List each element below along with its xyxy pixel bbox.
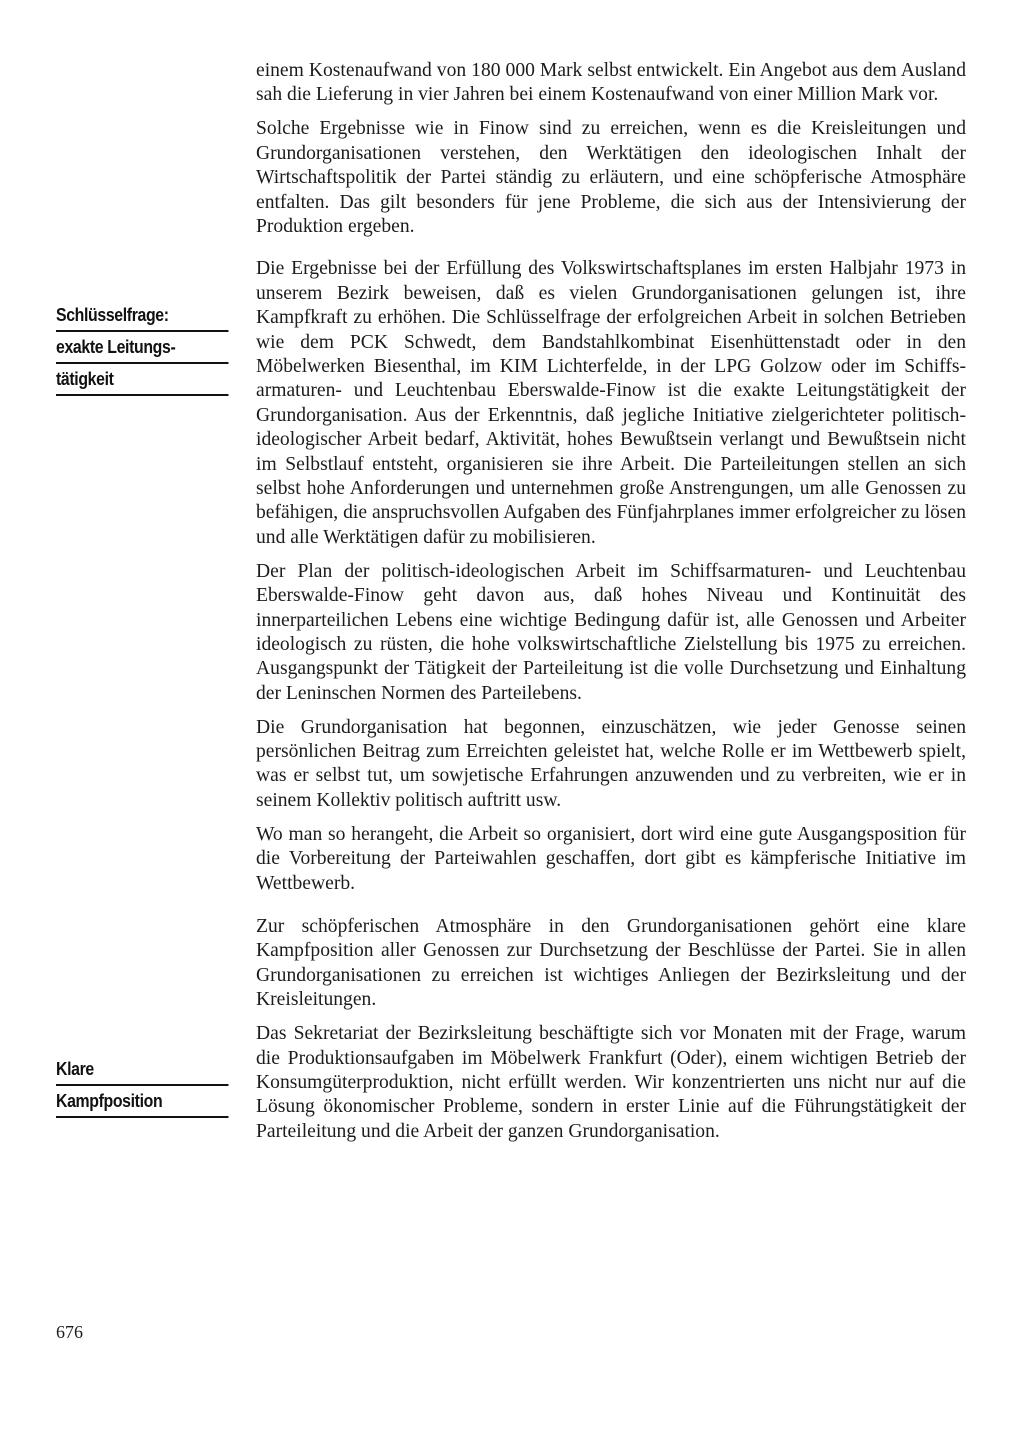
sidenote-line: Klare (56, 1054, 228, 1086)
paragraph-5: Die Grundorganisation hat begonnen, einzuschätzen, wie jeder Genosse seinen persönlichen Beitrag zum Erreichten geleistet hat, welche Rolle er im Wettbewerb spielt, was er selbst tut, um sowjetische Erfahrungen anzuwenden und zu verbreiten, wie er in seinem Kollektiv politisch auftritt usw. (256, 716, 966, 811)
sidenote-line: Schlüsselfrage: (56, 300, 228, 332)
sidenote-line: tätigkeit (56, 364, 228, 396)
paragraph-8: Das Sekretariat der Bezirksleitung beschäftigte sich vor Monaten mit der Frage, warum die Produktionsaufgaben im Möbelwerk Frankfurt (Oder), einem wichtigen Betrieb der Konsumgüterproduktion, nicht erfüllt werden. Wir konzentrierten uns nicht nur auf die Lösung ökonomischer Probleme, sondern in erster Linie auf die Führungstätigkeit der Parteileitung und die Arbeit der ganzen Grundorganisation. (256, 1023, 966, 1142)
paragraph-4: Der Plan der politisch-ideologischen Arbeit im Schiffsarmaturen- und Leuchtenbau Eberswalde-Finow geht davon aus, daß hohes Niveau und Kontinuität des innerparteilichen Lebens eine wichtige Bedingung dafür ist, alle Genossen und Arbeiter ideologisch zu rüsten, die hohe volkswirtschaftliche Zielstellung bis 1975 zu erreichen. Ausgangspunkt der Tätigkeit der Parteileitung ist die volle Durchsetzung und Einhaltung der Leninschen Normen des Parteilebens. (256, 560, 966, 704)
sidenote-line: exakte Leitungs- (56, 332, 228, 364)
sidenote-line: Kampfposition (56, 1086, 228, 1118)
paragraph-1: einem Kostenaufwand von 180 000 Mark selbst entwickelt. Ein Angebot aus dem Ausland sah die Lieferung in vier Jahren bei einem Kostenaufwand von einer Million Mark vor. (256, 60, 966, 106)
paragraph-2: Solche Ergebnisse wie in Finow sind zu erreichen, wenn es die Kreisleitungen und Grundorganisationen verstehen, den Werktätigen den ideologischen Inhalt der Wirtschaftspolitik der Partei ständig zu erläutern, und eine schöpferische Atmosphäre entfalten. Das gilt besonders für jene Probleme, die sich aus der Intensivierung der Produktion ergeben. (256, 118, 966, 237)
body-text-column (256, 59, 966, 1154)
paragraph-3: Die Ergebnisse bei der Erfüllung des Volkswirtschaftsplanes im ersten Halbjahr 1973 in unserem Bezirk beweisen, daß es vielen Grundorganisationen gelungen ist, ihre Kampfkraft zu erhöhen. Die Schlüsselfrage der erfolgreichen Arbeit in solchen Betrieben wie dem PCK Schwedt, dem Bandstahlkombinat Eisenhüttenstadt oder in den Möbelwerken Biesenthal, im KIM Lichterfelde, in der LPG Golzow oder im Schiffsarmaturen- und Leuchtenbau Eberswalde-Finow ist die exakte Leitungstätigkeit der Grundorganisation. Aus der Erkenntnis, daß jegliche Initiative zielgerichteter politisch-ideologischer Arbeit bedarf, Aktivität, hohes Bewußtsein verlangt und Bewußtsein nicht im Selbstlauf entsteht, organisieren sie ihre Arbeit. Die Parteileitungen stellen an sich selbst hohe Anforderungen und unternehmen große Anstrengungen, um alle Genossen zu befähigen, die anspruchsvollen Aufgaben des Fünfjahrplanes immer erfolgreicher zu lösen und alle Werktätigen dafür zu mobilisieren. (256, 258, 966, 548)
paragraph-6: Wo man so herangeht, die Arbeit so organisiert, dort wird eine gute Ausgangsposition für die Vorbereitung der Parteiwahlen geschaffen, dort gibt es kämpferische Initiative im Wettbewerb. (256, 823, 966, 894)
sidenote-key-question (56, 300, 207, 396)
paragraph-7: Zur schöpferischen Atmosphäre in den Grundorganisationen gehört eine klare Kampfposition aller Genossen zur Durchsetzung der Beschlüsse der Partei. Sie in allen Grundorganisationen zu erreichen ist wichtiges Anliegen der Bezirksleitung und der Kreisleitungen. (256, 916, 966, 1011)
sidenote-clear-position (56, 1054, 207, 1118)
page-number: 676 (56, 1322, 83, 1342)
